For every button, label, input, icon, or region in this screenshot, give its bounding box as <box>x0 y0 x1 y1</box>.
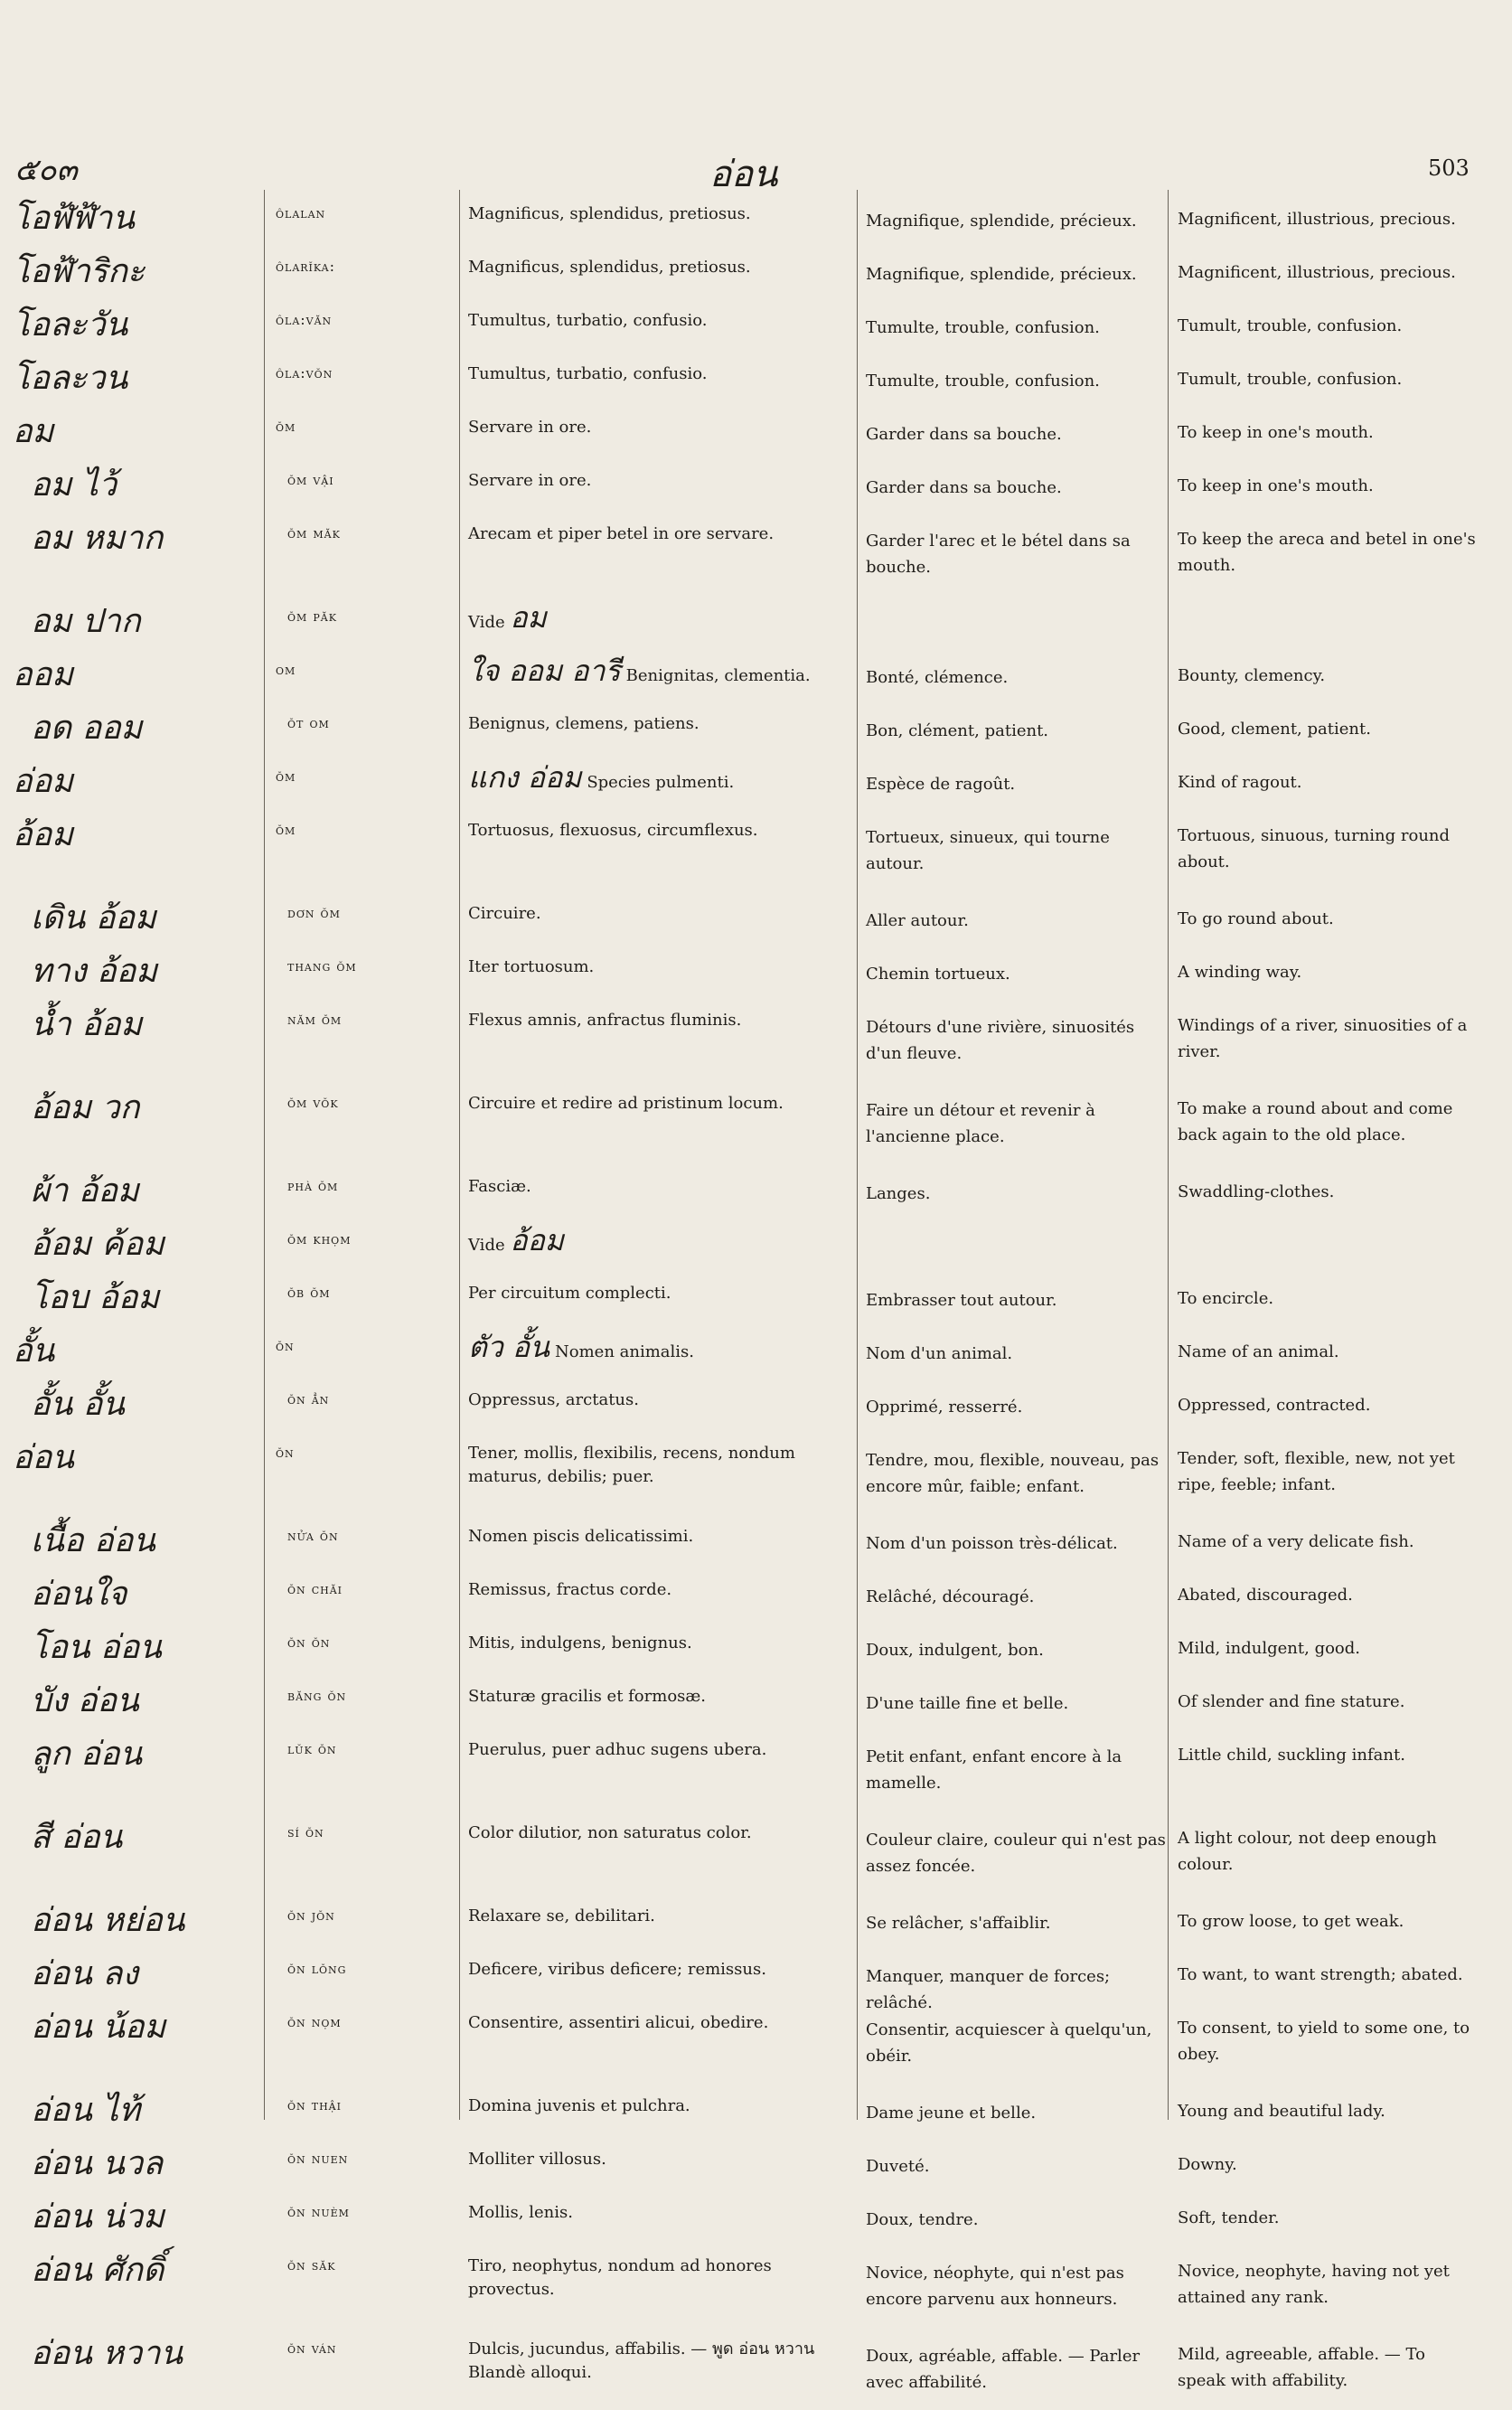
latin-thai-example: ใจ ออม อารี <box>468 654 621 688</box>
entry-transliteration: ŏm <box>276 418 296 435</box>
entry-latin: Magnificus, splendidus, pretiosus. <box>468 204 751 223</box>
entry-transliteration: ŏb ŏm <box>287 1284 331 1301</box>
latin-gloss: Species pulmenti. <box>587 773 735 792</box>
entry-french: Chemin tortueux. <box>866 965 1010 984</box>
dictionary-entry <box>0 1514 1512 1567</box>
entry-transliteration: thang ŏm <box>287 957 357 974</box>
latin-thai-example: อ้อม <box>510 1223 564 1257</box>
entry-thai-headword: อ่อน น่วม <box>31 2198 164 2236</box>
dictionary-entry <box>0 808 1512 891</box>
entry-french: Garder dans sa bouche. <box>866 425 1062 444</box>
entry-english: Name of an animal. <box>1178 1342 1339 1361</box>
running-headword: อ่อน <box>709 154 778 195</box>
entry-english: Tender, soft, flexible, new, not yet ripe, feeble; infant. <box>1178 1449 1455 1494</box>
entry-french: Se relâcher, s'affaiblir. <box>866 1914 1051 1933</box>
entry-thai-headword: โอละวน <box>13 360 128 397</box>
entry-thai-headword: อด ออม <box>31 710 143 747</box>
entry-latin: Molliter villosus. <box>468 2150 606 2169</box>
entry-french: Doux, agréable, affable. — Parler avec affabilité. <box>866 2347 1141 2392</box>
entry-french: Nom d'un poisson très-délicat. <box>866 1534 1118 1553</box>
entry-thai-headword: อ่อน น้อม <box>31 2009 166 2046</box>
entry-english: Windings of a river, sinuosities of a river. <box>1178 1016 1468 1061</box>
entry-english: To make a round about and come back again to the old place. <box>1178 1099 1453 1144</box>
entry-transliteration: ŏn nọm <box>287 2013 342 2030</box>
entry-english: To want, to want strength; abated. <box>1178 1965 1463 1984</box>
entry-thai-headword: อ่อน หวาน <box>31 2335 183 2372</box>
entry-latin: Staturæ gracilis et formosæ. <box>468 1687 707 1706</box>
entry-thai-headword: บัง อ่อน <box>31 1682 139 1719</box>
entry-latin: Domina juvenis et pulchra. <box>468 2096 690 2115</box>
entry-french: Nom d'un animal. <box>866 1344 1013 1363</box>
entry-french: Aller autour. <box>866 911 969 930</box>
entry-transliteration: ôla:vŏn <box>276 364 333 381</box>
entry-latin: Magnificus, splendidus, pretiosus. <box>468 258 751 277</box>
entry-french: Magnifique, splendide, précieux. <box>866 212 1137 231</box>
dictionary-entry <box>0 192 1512 245</box>
latin-gloss: Nomen animalis. <box>555 1342 694 1361</box>
entry-transliteration: ôlalan <box>276 204 326 221</box>
entry-thai-headword: เนื้อ อ่อน <box>31 1522 155 1559</box>
entry-english: Downy. <box>1178 2155 1237 2174</box>
entry-english: To go round about. <box>1178 909 1334 928</box>
dictionary-entry <box>0 998 1512 1081</box>
entry-transliteration: ŏn ván <box>287 2339 337 2357</box>
entry-thai-headword: เดิน อ้อม <box>31 899 156 937</box>
entry-transliteration: ŏn <box>276 1444 295 1461</box>
dictionary-entry <box>0 2327 1512 2410</box>
entry-transliteration: ŏn nuen <box>287 2150 349 2167</box>
entry-latin: Tener, mollis, flexibilis, recens, nondum maturus, debilis; puer. <box>468 1444 795 1486</box>
entry-french: Dame jeune et belle. <box>866 2104 1037 2123</box>
entry-latin: Deficere, viribus deficere; remissus. <box>468 1960 766 1979</box>
entry-french: Espèce de ragoût. <box>866 775 1016 794</box>
entry-transliteration: lŭk ŏn <box>287 1740 337 1757</box>
entry-latin: Flexus amnis, anfractus fluminis. <box>468 1011 742 1030</box>
entry-french: Manquer, manquer de forces; relâché. <box>866 1967 1111 2012</box>
entry-english: A light colour, not deep enough colour. <box>1178 1829 1437 1874</box>
entry-french: Tumulte, trouble, confusion. <box>866 372 1100 391</box>
dictionary-entry <box>0 1324 1512 1378</box>
entry-latin: Fasciæ. <box>468 1177 531 1196</box>
entry-transliteration: ŏn lŏng <box>287 1960 347 1977</box>
entry-latin: Iter tortuosum. <box>468 957 595 976</box>
entry-english: Magnificent, illustrious, precious. <box>1178 263 1456 282</box>
entry-latin: Nomen piscis delicatissimi. <box>468 1527 694 1546</box>
entry-french: Bonté, clémence. <box>866 668 1009 687</box>
dictionary-entry <box>0 1947 1512 2012</box>
dictionary-entry <box>0 1621 1512 1674</box>
entry-thai-headword: อ่อน ลง <box>31 1955 138 1992</box>
entry-thai-headword: น้ำ อ้อม <box>31 1006 143 1043</box>
entry-latin: Mollis, lenis. <box>468 2203 573 2222</box>
entry-english: Tumult, trouble, confusion. <box>1178 316 1403 335</box>
dictionary-entry <box>0 945 1512 998</box>
entry-english: Magnificent, illustrious, precious. <box>1178 210 1456 229</box>
entry-thai-headword: สี อ่อน <box>31 1819 123 1856</box>
entry-thai-headword: ผ้า อ้อม <box>31 1172 139 1210</box>
entry-thai-headword: โอบ อ้อม <box>31 1279 160 1316</box>
entry-thai-headword: อ้อม ค้อม <box>31 1226 164 1263</box>
entry-french: Couleur claire, couleur qui n'est pas assez foncée. <box>866 1831 1166 1876</box>
entry-transliteration: dơn ŏm <box>287 904 341 921</box>
entry-transliteration: ŏm vậi <box>287 471 334 488</box>
entry-thai-headword: อั้น อั้น <box>31 1386 125 1423</box>
entry-latin: Servare in ore. <box>468 418 592 437</box>
entry-english: To grow loose, to get weak. <box>1178 1912 1404 1931</box>
entry-transliteration: ŏm <box>276 821 296 838</box>
entry-latin: Servare in ore. <box>468 471 592 490</box>
entry-english: Novice, neophyte, having not yet attained any rank. <box>1178 2262 1450 2307</box>
entry-latin: Tortuosus, flexuosus, circumflexus. <box>468 821 758 840</box>
entry-thai-headword: อ่อน นวล <box>31 2145 164 2182</box>
entry-french: Petit enfant, enfant encore à la mamelle. <box>866 1747 1122 1793</box>
entry-english: Kind of ragout. <box>1178 773 1302 792</box>
dictionary-entry <box>0 2084 1512 2137</box>
entry-french: Magnifique, splendide, précieux. <box>866 265 1137 284</box>
entry-thai-headword: อ่อน ไท้ <box>31 2092 141 2129</box>
entry-english: A winding way. <box>1178 963 1302 982</box>
entry-latin <box>468 1330 848 1364</box>
entry-english: To keep in one's mouth. <box>1178 476 1374 495</box>
entry-french: Langes. <box>866 1184 931 1203</box>
entry-transliteration: phà ŏm <box>287 1177 339 1194</box>
dictionary-entry <box>0 1811 1512 1894</box>
entry-transliteration: ŏm vŏk <box>287 1094 339 1111</box>
entry-latin: Circuire. <box>468 904 541 923</box>
dictionary-entry <box>0 648 1512 701</box>
dictionary-entry <box>0 1567 1512 1621</box>
entry-transliteration: ŏn nuèm <box>287 2203 350 2220</box>
entry-english: Mild, indulgent, good. <box>1178 1639 1361 1658</box>
latin-gloss: Benignitas, clementia. <box>625 666 811 685</box>
latin-thai-example: ตัว อั้น <box>468 1330 550 1364</box>
entry-thai-headword: อ่อนใจ <box>31 1576 127 1613</box>
entry-french: Novice, néophyte, qui n'est pas encore parvenu aux honneurs. <box>866 2264 1124 2309</box>
entry-thai-headword: ออม <box>13 656 73 693</box>
entry-english: To encircle. <box>1178 1289 1274 1308</box>
entry-english: Of slender and fine stature. <box>1178 1692 1405 1711</box>
dictionary-entry <box>0 701 1512 755</box>
entry-latin <box>468 654 848 688</box>
entry-french: Opprimé, resserré. <box>866 1398 1023 1417</box>
entry-french: Doux, indulgent, bon. <box>866 1641 1044 1660</box>
entry-latin: Remissus, fractus corde. <box>468 1580 672 1599</box>
latin-thai-example: แกง อ่อม <box>468 760 582 795</box>
entry-english: To consent, to yield to some one, to obey. <box>1178 2019 1470 2064</box>
entry-transliteration: ŏn săk <box>287 2256 336 2273</box>
dictionary-entry <box>0 245 1512 298</box>
entry-transliteration: ŏm măk <box>287 524 341 541</box>
entry-latin: Mitis, indulgens, benignus. <box>468 1633 692 1652</box>
dictionary-entry <box>0 1218 1512 1271</box>
entry-thai-headword: โอน อ่อน <box>31 1629 162 1666</box>
entry-transliteration: ŏm khọm <box>287 1230 352 1247</box>
dictionary-entry <box>0 2137 1512 2190</box>
entry-transliteration: băng ŏn <box>287 1687 347 1704</box>
entry-thai-headword: อ่อน ศักดิ์ <box>31 2252 164 2289</box>
entry-english: Bounty, clemency. <box>1178 666 1326 685</box>
dictionary-entry <box>0 1674 1512 1727</box>
entry-french: Tortueux, sinueux, qui tourne autour. <box>866 828 1110 873</box>
entry-transliteration: ŏt om <box>287 714 330 731</box>
entry-latin: Tumultus, turbatio, confusio. <box>468 364 708 383</box>
entry-list <box>0 192 1512 2410</box>
dictionary-entry <box>0 755 1512 808</box>
entry-thai-headword: อม หมาก <box>31 520 164 557</box>
entry-transliteration: ŏn chăi <box>287 1580 343 1597</box>
entry-latin: Color dilutior, non saturatus color. <box>468 1823 752 1842</box>
entry-thai-headword: อ่อน หย่อน <box>31 1902 185 1939</box>
entry-french: Consentir, acquiescer à quelqu'un, obéir. <box>866 2020 1152 2066</box>
entry-english: To keep the areca and betel in one's mouth. <box>1178 530 1476 575</box>
dictionary-entry <box>0 1081 1512 1164</box>
dictionary-entry <box>0 2190 1512 2244</box>
dictionary-entry <box>0 1164 1512 1218</box>
entry-english: Soft, tender. <box>1178 2208 1280 2227</box>
entry-english: Oppressed, contracted. <box>1178 1396 1371 1415</box>
dictionary-entry <box>0 2244 1512 2327</box>
entry-transliteration: ŏm <box>276 767 296 785</box>
dictionary-entry <box>0 458 1512 512</box>
entry-transliteration: ŏn jŏn <box>287 1906 335 1924</box>
entry-french: Garder l'arec et le bétel dans sa bouche. <box>866 532 1131 577</box>
entry-thai-headword: ทาง อ้อม <box>31 953 157 990</box>
entry-english: Tortuous, sinuous, turning round about. <box>1178 826 1451 871</box>
entry-french: Tendre, mou, flexible, nouveau, pas encore mûr, faible; enfant. <box>866 1451 1160 1496</box>
entry-french: Garder dans sa bouche. <box>866 478 1062 497</box>
entry-english: To keep in one's mouth. <box>1178 423 1374 442</box>
entry-transliteration: ŏn ŏn <box>287 1633 331 1651</box>
entry-transliteration: nửa ŏn <box>287 1527 339 1544</box>
entry-latin: Puerulus, puer adhuc sugens ubera. <box>468 1740 767 1759</box>
entry-french: Embrasser tout autour. <box>866 1291 1057 1310</box>
entry-french: D'une taille fine et belle. <box>866 1694 1069 1713</box>
entry-latin: Consentire, assentiri alicui, obedire. <box>468 2013 769 2032</box>
entry-latin: Circuire et redire ad pristinum locum. <box>468 1094 784 1113</box>
dictionary-entry <box>0 298 1512 352</box>
page-number: 503 <box>1428 155 1470 181</box>
entry-thai-headword: โอละวัน <box>13 306 128 344</box>
entry-thai-headword: อม ปาก <box>31 603 141 640</box>
dictionary-entry <box>0 405 1512 458</box>
dictionary-entry <box>0 1378 1512 1431</box>
latin-gloss: Vide <box>468 613 505 632</box>
entry-thai-headword: อ้อม <box>13 816 73 853</box>
dictionary-entry <box>0 595 1512 648</box>
entry-transliteration: ŏn ẳn <box>287 1390 330 1407</box>
entry-english: Mild, agreeable, affable. — To speak with affability. <box>1178 2345 1425 2390</box>
entry-latin: Tumultus, turbatio, confusio. <box>468 311 708 330</box>
entry-latin <box>468 1223 848 1257</box>
latin-gloss: Vide <box>468 1236 505 1255</box>
entry-thai-headword: ลูก อ่อน <box>31 1736 143 1773</box>
entry-english: Little child, suckling infant. <box>1178 1746 1405 1765</box>
entry-english: Good, clement, patient. <box>1178 720 1371 739</box>
dictionary-entry <box>0 1431 1512 1514</box>
entry-thai-headword: อ่อน <box>13 1439 74 1476</box>
dictionary-entry <box>0 1894 1512 1947</box>
entry-transliteration: om <box>276 661 296 678</box>
entry-transliteration: năm ŏm <box>287 1011 343 1028</box>
entry-transliteration: sí ŏn <box>287 1823 324 1840</box>
entry-french: Doux, tendre. <box>866 2210 979 2229</box>
dictionary-entry <box>0 512 1512 595</box>
entry-french: Faire un détour et revenir à l'ancienne place. <box>866 1101 1095 1146</box>
entry-transliteration: ŏn <box>276 1337 295 1354</box>
dictionary-entry <box>0 1271 1512 1324</box>
entry-french: Détours d'une rivière, sinuosités d'un fleuve. <box>866 1018 1135 1063</box>
entry-transliteration: ŏm păk <box>287 607 337 625</box>
entry-latin: Dulcis, jucundus, affabilis. — พูด อ่อน หวาน Blandè alloqui. <box>468 2339 815 2382</box>
entry-french: Tumulte, trouble, confusion. <box>866 318 1100 337</box>
entry-english: Swaddling-clothes. <box>1178 1182 1335 1201</box>
entry-latin: Arecam et piper betel in ore servare. <box>468 524 775 543</box>
entry-thai-headword: อม ไว้ <box>31 466 117 504</box>
entry-thai-headword: อ้อม วก <box>31 1089 140 1126</box>
entry-latin: Oppressus, arctatus. <box>468 1390 639 1409</box>
entry-thai-headword: โอฬ้ฬ้าน <box>13 200 135 237</box>
entry-english: Young and beautiful lady. <box>1178 2102 1385 2121</box>
entry-thai-headword: อ่อม <box>13 763 73 800</box>
entry-thai-headword: อม <box>13 413 54 450</box>
entry-french: Bon, clément, patient. <box>866 721 1049 740</box>
entry-french: Relâché, découragé. <box>866 1587 1035 1606</box>
latin-thai-example: อม <box>510 600 547 635</box>
dictionary-entry <box>0 352 1512 405</box>
page-number-thai: ๕๐๓ <box>14 152 78 188</box>
entry-english: Abated, discouraged. <box>1178 1586 1353 1605</box>
entry-latin <box>468 760 848 795</box>
entry-latin <box>468 600 848 635</box>
entry-thai-headword: โอฬ้าริกะ <box>13 253 146 290</box>
entry-english: Tumult, trouble, confusion. <box>1178 370 1403 389</box>
dictionary-entry <box>0 891 1512 945</box>
entry-thai-headword: อั้น <box>13 1332 55 1370</box>
entry-transliteration: ŏn thậi <box>287 2096 342 2113</box>
entry-transliteration: ôla:văn <box>276 311 333 328</box>
entry-latin: Benignus, clemens, patiens. <box>468 714 700 733</box>
entry-latin: Tiro, neophytus, nondum ad honores provectus. <box>468 2256 772 2299</box>
entry-transliteration: ôlarĭka: <box>276 258 336 275</box>
entry-french: Duveté. <box>866 2157 930 2176</box>
entry-latin: Per circuitum complecti. <box>468 1284 671 1303</box>
entry-latin: Relaxare se, debilitari. <box>468 1906 655 1925</box>
dictionary-entry <box>0 1727 1512 1811</box>
entry-english: Name of a very delicate fish. <box>1178 1532 1414 1551</box>
dictionary-entry <box>0 2000 1512 2084</box>
